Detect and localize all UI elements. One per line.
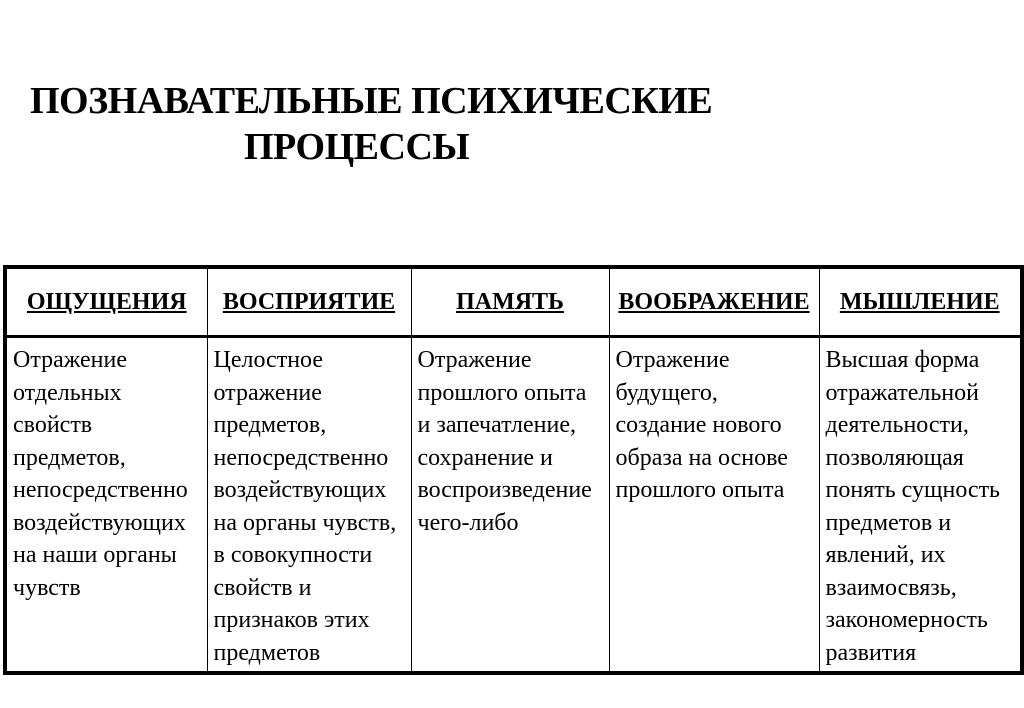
page-title-line-1: ПОЗНАВАТЕЛЬНЫЕ ПСИХИЧЕСКИЕ <box>30 80 713 122</box>
header-sensation: ОЩУЩЕНИЯ <box>5 267 207 337</box>
cell-memory: Отражение прошлого опыта и запечатление, сохранение и воспроизведение чего-либо <box>411 337 609 674</box>
header-imagination: ВООБРАЖЕНИЕ <box>609 267 819 337</box>
cell-sensation: Отражение отдельных свойств предметов, непосредственно воздействующих на наши органы чувств <box>5 337 207 674</box>
table-row <box>5 337 1022 674</box>
page-title <box>30 78 730 170</box>
header-perception: ВОСПРИЯТИЕ <box>207 267 411 337</box>
cell-perception: Целостное отражение предметов, непосредственно воздействующих на органы чувств, в совокупности свойств и признаков этих предметов <box>207 337 411 674</box>
cell-thinking: Высшая форма отражательной деятельности, позволяющая понять сущность предметов и явлений, их взаимосвязь, закономерность развития <box>825 347 1001 666</box>
header-thinking: МЫШЛЕНИЕ <box>819 267 1022 337</box>
cognitive-processes-table <box>3 265 1024 675</box>
table-header-row <box>5 267 1022 337</box>
header-memory: ПАМЯТЬ <box>411 267 609 337</box>
page-title-line-2: ПРОЦЕССЫ <box>244 126 470 168</box>
cell-imagination: Отражение будущего, создание нового образа на основе прошлого опыта <box>609 337 819 674</box>
